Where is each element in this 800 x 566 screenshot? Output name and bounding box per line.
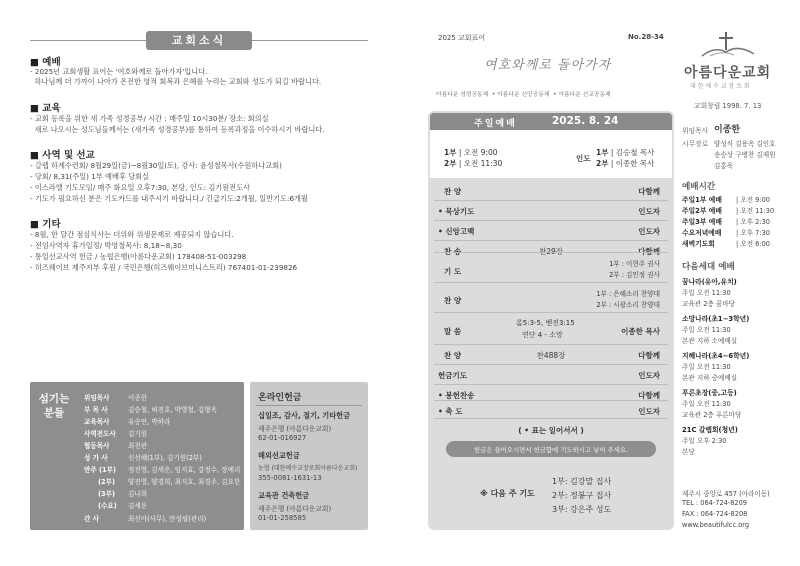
community-list: 아름다운 성령공동체 • 아름다운 신앙공동체 • 아름다운 선교공동체 [436, 92, 611, 98]
worship-time-value: | 오후 2:30 [736, 218, 770, 226]
order-row: • 축 도 인도자 [438, 407, 660, 416]
next-prayer-1: 1부: 김강말 집사 [552, 477, 612, 486]
church-denomination: 대 한 예 수 교 장 로 회 [690, 83, 750, 90]
worship-time-value: | 오후 7:30 [736, 229, 770, 237]
worship-time-value: | 오전 9:00 [736, 196, 770, 204]
choir-1: 1부 : 은혜소리 찬양대 [596, 290, 660, 298]
next-gen-title: 21C 갈렙회(청년) [682, 426, 738, 434]
section-line: - 통일선교사역 헌금 / 농협은행(아름다운교회) 178408-51-003298 [30, 252, 247, 261]
section-line: - 기도가 필요하신 분은 기도카드를 내주시기 바랍니다./ 긴급기도:2개월, 일반기도:6개월 [30, 194, 308, 203]
online-title: 온라인헌금 [258, 393, 302, 403]
offering-note: 헌금은 들어오시면서 헌금함에 기도하시고 넣어 주세요. [473, 446, 629, 454]
section-line: - 히즈웨이브 제주지부 후원 / 국민은행(히즈웨이브미니스트리) 767401-01-239826 [30, 263, 298, 272]
staff-row: (3부) 김나희 [98, 490, 148, 498]
choir-2: 2부 : 시광소리 찬양대 [596, 301, 660, 309]
section-line: - 갈렙 하계수련회/ 8월29일(금)~8월30일(토), 강사: 윤성철목사(수원하나교회) [30, 161, 282, 170]
order-divider [434, 312, 668, 313]
staff-row: 성 가 사 신선혜(1부), 김기원(2부) [84, 454, 202, 462]
staff-row: 간 사 최선아(사무), 안성필(관리) [84, 515, 207, 523]
order-row: • 봉헌찬송 다함께 [438, 391, 660, 400]
church-name: 아름다운교회 [684, 65, 772, 81]
leader-1: 1부 | 김승철 목사 [596, 148, 655, 157]
worship-time-label: 수요저녁예배 [682, 229, 722, 237]
motto-script: 여호와께로 돌아가자 [484, 58, 612, 73]
ministers-line: 김홍욱 [714, 162, 734, 170]
next-gen-title: 지혜나라(초4~6학년) [682, 352, 750, 360]
order-row: 찬 양 찬488장 다함께 [444, 351, 660, 360]
staff-row: 위임목사 이종한 [84, 394, 148, 402]
worship-time-label: 새벽기도회 [682, 240, 715, 248]
issue-number: No.28-34 [628, 33, 664, 41]
service-date: 2025. 8. 24 [552, 115, 619, 127]
next-gen-line: 주일 오전 11:30 [682, 289, 731, 297]
offering-bank: 농협 (대한예수교장로회아름다운교회) [258, 465, 358, 472]
worship-time-label: 주일1부 예배 [682, 196, 722, 204]
offering-account: 01-01-258585 [258, 514, 307, 522]
ministers-line: 양성식 김용옥 김인호 [714, 140, 776, 148]
order-divider [434, 252, 668, 253]
motto-label: 2025 교회표어 [438, 34, 486, 42]
section-line: 하나님께 더 가까이 나아가 온전한 영적 회복과 은혜를 누리는 교회와 성도가 되길 바랍니다. [30, 77, 322, 86]
ministers-line: 송승상 구병찬 김제원 [714, 151, 776, 159]
online-offering-box [250, 382, 368, 530]
worship-time-value: | 오전 6:00 [736, 240, 770, 248]
order-row: 기 도 1부 : 이현주 권사 2부 : 김민정 권사 [444, 260, 660, 279]
staff-row: 사역전도사 김기원 [84, 430, 148, 438]
worship-times-heading: 예배시간 [682, 182, 716, 192]
staff-box [30, 382, 244, 530]
service-title: 주일예배 [474, 119, 517, 129]
church-address: 제주시 중앙로 457 (아라이동) [682, 490, 770, 498]
church-tel: TEL : 064-724-8209 [682, 499, 747, 507]
next-prayer-label: ※ 다음 주 기도 [480, 489, 535, 498]
order-row: 헌금기도 인도자 [438, 371, 660, 380]
next-gen-title: 푸른초장(중,고등) [682, 389, 737, 397]
next-gen-line: 본관 지하 중예배실 [682, 374, 738, 382]
offering-account: 62-01-016927 [258, 434, 307, 442]
prayer-leader-1: 1부 : 이현주 권사 [609, 260, 660, 268]
worship-time-value: | 오전 11:30 [736, 207, 775, 215]
order-row: 찬 양 다함께 [444, 187, 660, 196]
news-header: 교회소식 [146, 31, 252, 50]
church-logo-icon [700, 30, 756, 60]
offering-group-title: 십일조, 감사, 절기, 기타헌금 [258, 411, 351, 420]
pastor-name: 이종한 [714, 125, 741, 135]
staff-row: (2부) 양진영, 양경희, 최지호, 최경주, 김요한 [98, 478, 241, 486]
staff-row: 교육목사 유승연, 박하라 [84, 418, 171, 426]
service-time-1: 1부 | 오전 9:00 [444, 148, 498, 157]
order-row: 찬 양 1부 : 은혜소리 찬양대 2부 : 시광소리 찬양대 [444, 290, 660, 309]
section-title-education: ■ 교육 [30, 103, 61, 114]
staff-row: 부 목 사 김승철, 허진호, 박영철, 김형옥 [84, 406, 218, 414]
staff-row: 협동목사 최천관 [84, 442, 148, 450]
next-gen-line: 교육관 2층 꿈마당 [682, 300, 735, 308]
next-gen-line: 주일 오전 11:30 [682, 400, 731, 408]
prayer-leader-2: 2부 : 김민정 권사 [609, 271, 660, 279]
next-prayer-2: 2부: 정봉구 집사 [552, 491, 612, 500]
offering-bank: 제주은행 (아름다운교회) [258, 505, 332, 513]
church-fax: FAX : 064-724-8208 [682, 510, 748, 518]
founded-date: 교회창립 1998. 7. 13 [694, 102, 762, 110]
leaders-label: 인도 [576, 154, 591, 163]
next-gen-title: 소망나라(초1~3학년) [682, 315, 750, 323]
worship-time-label: 주일2부 예배 [682, 207, 722, 215]
stand-note: ( • 표는 일어서서 ) [518, 426, 584, 435]
offering-group-title: 교육관 건축헌금 [258, 491, 310, 500]
order-row: 말 씀 롬5:3-5, 벧전3:15 연단 4 - 소망 이종한 목사 [444, 319, 660, 339]
offering-bank: 제주은행 (아름다운교회) [258, 425, 332, 433]
next-gen-line: 주일 오전 11:30 [682, 363, 731, 371]
staff-row: 반주 (1부) 정진영, 김세운, 임지효, 강정수, 장예리 [84, 466, 241, 474]
section-title-worship: ■ 예배 [30, 57, 61, 68]
next-gen-line: 주일 오후 2:30 [682, 437, 727, 445]
section-line: - 교회 등록을 위한 새 가족 성경공부/ 시간 : 매주일 10시30분/ 장소: 회의실 [30, 114, 269, 123]
section-line: - 2025년 교회생활 표어는 '여호와께로 돌아가자'입니다. [30, 67, 208, 76]
service-header-bar [430, 113, 672, 130]
worship-time-label: 주일3부 예배 [682, 218, 722, 226]
section-title-etc: ■ 기타 [30, 219, 61, 230]
staff-heading: 섬기는 분들 [38, 393, 70, 419]
section-line: - 전임사역자 휴가일정/ 박영철목사: 8,18~8,30 [30, 241, 182, 250]
online-divider [256, 405, 362, 406]
section-line: - 8월, 한 달간 점심식사는 더위와 위생문제로 제공되지 않습니다. [30, 230, 234, 239]
order-divider [434, 418, 668, 419]
order-divider [434, 282, 668, 283]
staff-row: (수요) 김세운 [98, 502, 148, 510]
next-gen-title: 꿈나라(유아,유치) [682, 278, 737, 286]
sermon-reference: 롬5:3-5, 벧전3:15 [516, 319, 575, 327]
next-gen-line: 주일 오전 11:30 [682, 326, 731, 334]
next-gen-line: 본관 지하 소예배실 [682, 337, 738, 345]
sermon-title: 연단 4 - 소망 [522, 331, 563, 339]
offering-account: 355-0081-1631-13 [258, 474, 322, 482]
order-row: • 묵상기도 인도자 [438, 207, 660, 216]
section-line: 새로 나오시는 성도님들께서는 (새가족 성경공부)를 통하여 등록과정을 이수하시기 바랍니다. [30, 125, 325, 134]
next-gen-line: 교육관 2층 푸른마당 [682, 411, 742, 419]
next-gen-heading: 다음세대 예배 [682, 262, 735, 272]
service-time-2: 2부 | 오전 11:30 [444, 159, 503, 168]
pastor-label: 위임목사 [682, 127, 709, 135]
next-prayer-3: 3부: 강은주 성도 [552, 505, 612, 514]
section-line: - 당회/ 8,31(주일) 1부 예배후 당회실 [30, 172, 149, 181]
offering-group-title: 해외선교헌금 [258, 451, 300, 460]
order-row: • 신앙고백 인도자 [438, 227, 660, 236]
section-line: - 이스라엘 기도모임/ 매주 화요일 오후7:30, 본당, 인도: 김기원전도사 [30, 183, 251, 192]
church-website[interactable]: www.beautifulcc.org [682, 521, 750, 529]
next-gen-line: 본당 [682, 448, 695, 456]
leader-2: 2부 | 이종한 목사 [596, 159, 655, 168]
section-title-mission: ■ 사역 및 선교 [30, 150, 95, 161]
ministers-label: 시무장로 [682, 140, 709, 148]
